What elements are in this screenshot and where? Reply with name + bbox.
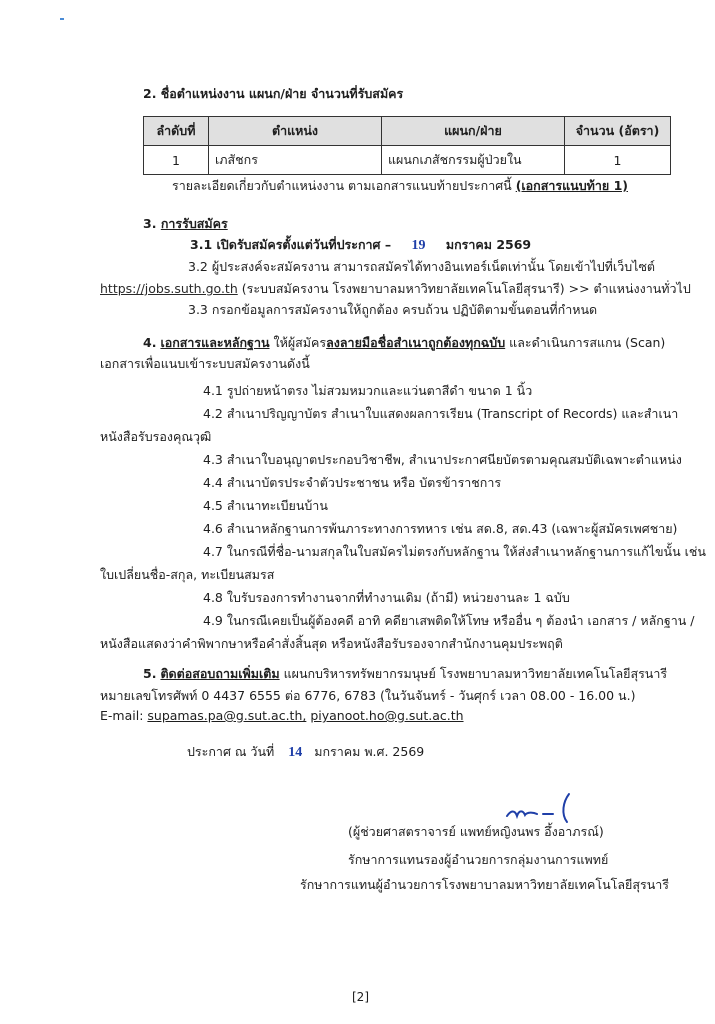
announce-prefix: ประกาศ ณ วันที่ <box>187 744 275 759</box>
col-header-department: แผนก/ฝ่าย <box>382 117 565 146</box>
cell-position: เภสัชกร <box>209 146 382 175</box>
section5-department: แผนกบริหารทรัพยากรมนุษย์ โรงพยาบาลมหาวิทยาลัยเทคโนโลยีสุรนารี <box>283 666 668 681</box>
section5-title: ติดต่อสอบถามเพิ่มเติม <box>160 666 280 681</box>
item-4-6: 4.6 สำเนาหลักฐานการพ้นภาระทางการทหาร เช่น สด.8, สด.43 (เฉพาะผู้สมัครเพศชาย) <box>203 521 678 536</box>
section4-title: เอกสารและหลักฐาน <box>160 335 270 350</box>
item-3-1-month: มกราคม 2569 <box>445 237 532 252</box>
signatory-name: (ผู้ช่วยศาสตราจารย์ แพทย์หญิงนพร อึ้งอาภรณ์) <box>348 824 604 839</box>
item-3-3: 3.3 กรอกข้อมูลการสมัครงานให้ถูกต้อง ครบถ้วน ปฏิบัติตามขั้นตอนที่กำหนด <box>188 302 598 317</box>
section3-number: 3. <box>143 216 157 231</box>
item-4-2: 4.2 สำเนาปริญญาบัตร สำเนาใบแสดงผลการเรียน (Transcript of Records) และสำเนา <box>203 406 679 421</box>
item-4-8: 4.8 ใบรับรองการทำงานจากที่ทำงานเดิม (ถ้ามี) หน่วยงานละ 1 ฉบับ <box>203 590 570 605</box>
col-header-order: ลำดับที่ <box>144 117 209 146</box>
item-4-5: 4.5 สำเนาทะเบียนบ้าน <box>203 498 328 513</box>
item-4-1: 4.1 รูปถ่ายหน้าตรง ไม่สวมหมวกและแว่นตาสีดำ ขนาด 1 นิ้ว <box>203 383 533 398</box>
table-row <box>144 146 671 175</box>
section4-number: 4. <box>143 335 157 350</box>
section4-intro-end: และดำเนินการสแกน (Scan) <box>509 335 666 350</box>
section5-number: 5. <box>143 666 157 681</box>
section4-intro-line2: เอกสารเพื่อแนบเข้าระบบสมัครงานดังนี้ <box>100 356 310 371</box>
page-number: [2] <box>352 990 369 1004</box>
cell-count: 1 <box>565 146 671 175</box>
item-4-3: 4.3 สำเนาใบอนุญาตประกอบวิชาชีพ, สำเนาประกาศนียบัตรตามคุณสมบัติเฉพาะตำแหน่ง <box>203 452 682 467</box>
section3-heading <box>143 214 228 234</box>
section4-intro-text: ให้ผู้สมัคร <box>273 335 327 350</box>
section2-heading: 2. ชื่อตำแหน่งงาน แผนก/ฝ่าย จำนวนที่รับสมัคร <box>143 86 404 101</box>
item-3-2-line2 <box>100 279 691 299</box>
section2-note <box>172 176 628 196</box>
signatory-title-2: รักษาการแทนผู้อำนวยการโรงพยาบาลมหาวิทยาลัยเทคโนโลยีสุรนารี <box>300 877 669 892</box>
signatory-title-1: รักษาการแทนรองผู้อำนวยการกลุ่มงานการแพทย์ <box>348 852 609 867</box>
email-label: E-mail: <box>100 708 144 723</box>
cell-order: 1 <box>144 146 209 175</box>
section5-line1 <box>143 664 667 684</box>
cell-department: แผนกเภสัชกรรมผู้ป่วยใน <box>382 146 565 175</box>
item-4-9-cont: หนังสือแสดงว่าคำพิพากษาหรือคำสั่งสิ้นสุด หรือหนังสือรับรองจากสำนักงานคุมประพฤติ <box>100 636 563 651</box>
table-header-row <box>144 117 671 146</box>
announce-suffix: มกราคม พ.ศ. 2569 <box>314 744 425 759</box>
email-link-1[interactable]: supamas.pa@g.sut.ac.th, <box>147 708 307 723</box>
item-4-9: 4.9 ในกรณีเคยเป็นผู้ต้องคดี อาทิ คดียาเสพติดให้โทษ หรืออื่น ๆ ต้องนำ เอกสาร / หลักฐาน / <box>203 613 695 628</box>
email-link-2[interactable]: piyanoot.ho@g.sut.ac.th <box>310 708 464 723</box>
item-3-2-line1: 3.2 ผู้ประสงค์จะสมัครงาน สามารถสมัครได้ทางอินเทอร์เน็ตเท่านั้น โดยเข้าไปที่เว็บไซต์ <box>188 259 656 274</box>
jobs-website-link[interactable]: https://jobs.suth.go.th <box>100 281 238 296</box>
col-header-position: ตำแหน่ง <box>209 117 382 146</box>
section5-phone: หมายเลขโทรศัพท์ 0 4437 6555 ต่อ 6776, 6783 (ในวันจันทร์ - วันศุกร์ เวลา 08.00 - 16.00 น.) <box>100 688 636 703</box>
scan-speck <box>60 18 64 20</box>
positions-table <box>143 116 671 175</box>
item-4-7: 4.7 ในกรณีที่ชื่อ-นามสกุลในใบสมัครไม่ตรงกับหลักฐาน ให้ส่งสำเนาหลักฐานการแก้ไขนั้น เช่น <box>203 544 706 559</box>
announce-date <box>187 742 424 762</box>
item-3-1 <box>190 235 531 255</box>
handwritten-announce-day: 14 <box>288 745 303 760</box>
section3-title: การรับสมัคร <box>160 216 228 231</box>
item-3-2-text: (ระบบสมัครงาน โรงพยาบาลมหาวิทยาลัยเทคโนโลยีสุรนารี) >> ตำแหน่งงานทั่วไป <box>241 281 691 296</box>
handwritten-day: 19 <box>411 238 426 253</box>
item-4-2-cont: หนังสือรับรองคุณวุฒิ <box>100 429 212 444</box>
item-4-7-cont: ใบเปลี่ยนชื่อ-สกุล, ทะเบียนสมรส <box>100 567 275 582</box>
item-3-1-text: 3.1 เปิดรับสมัครตั้งแต่วันที่ประกาศ – <box>190 237 392 252</box>
section4-intro <box>143 333 665 353</box>
item-4-4: 4.4 สำเนาบัตรประจำตัวประชาชน หรือ บัตรข้าราชการ <box>203 475 502 490</box>
attachment-link[interactable]: (เอกสารแนบท้าย 1) <box>515 178 628 193</box>
section5-email <box>100 708 464 723</box>
col-header-count: จำนวน (อัตรา) <box>565 117 671 146</box>
section4-intro-bold: ลงลายมือชื่อสำเนาถูกต้องทุกฉบับ <box>326 335 506 350</box>
note-text: รายละเอียดเกี่ยวกับตำแหน่งงาน ตามเอกสารแนบท้ายประกาศนี้ <box>172 178 512 193</box>
